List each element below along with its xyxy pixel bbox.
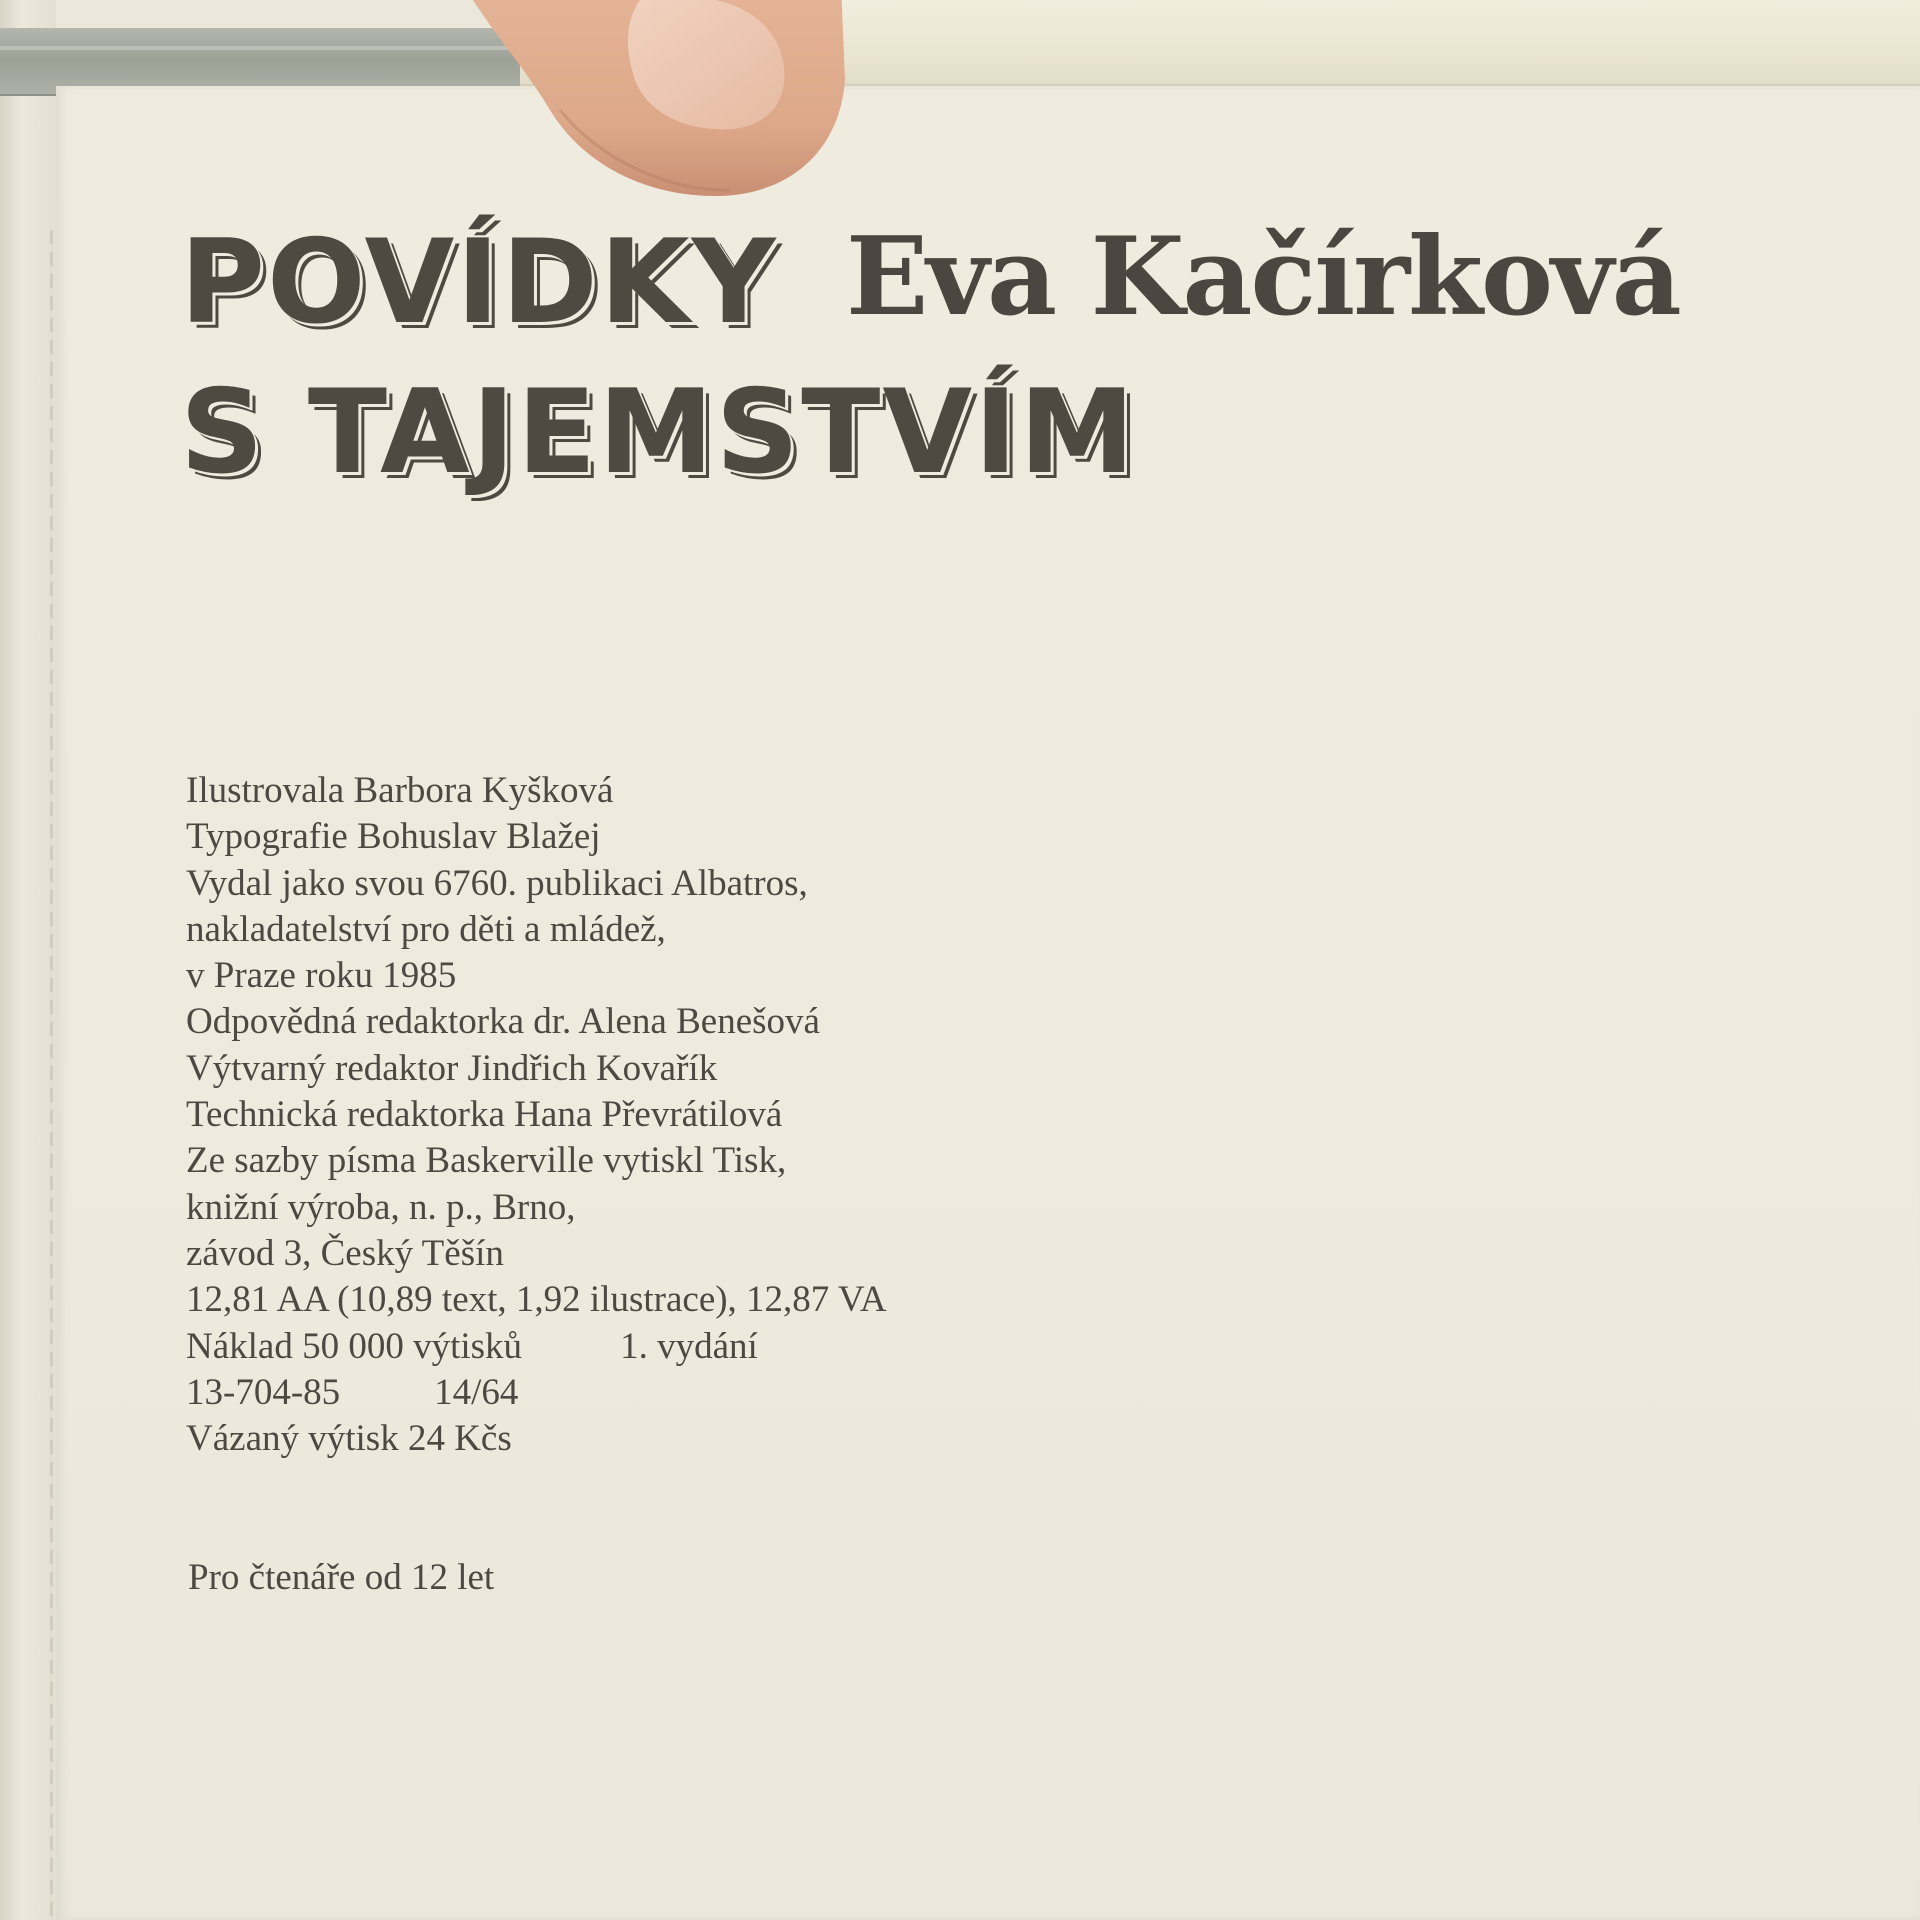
imprint-line: 12,81 AA (10,89 text, 1,92 ilustrace), 12,87 VA	[186, 1279, 887, 1321]
book-title-line-2: S TAJEMSTVÍM	[180, 365, 1137, 500]
imprint-line: Typografie Bohuslav Blažej	[186, 816, 601, 858]
code-series: 14/64	[434, 1371, 519, 1413]
imprint-line: Ilustrovala Barbora Kyšková	[186, 770, 614, 811]
imprint-line: Technická redaktorka Hana Převrátilová	[186, 1094, 783, 1136]
imprint-line: v Praze roku 1985	[186, 955, 457, 997]
publication-code: 13-704-85	[186, 1371, 341, 1413]
imprint-code-line	[186, 1370, 887, 1416]
imprint-line: závod 3, Český Těšín	[186, 1232, 504, 1274]
book-title-line-1: POVÍDKY	[180, 215, 778, 350]
edition: 1. vydání	[620, 1325, 758, 1367]
imprint-line: knižní výroba, n. p., Brno,	[186, 1186, 576, 1228]
imprint-line: Výtvarný redaktor Jindřich Kovařík	[186, 1047, 718, 1089]
imprint-line: Vydal jako svou 6760. publikaci Albatros,	[186, 862, 808, 904]
book-spine-edge	[0, 0, 56, 1920]
reader-age-note: Pro čtenáře od 12 let	[188, 1557, 495, 1598]
imprint-line: Ze sazby písma Baskerville vytiskl Tisk,	[186, 1140, 787, 1182]
imprint-block	[186, 768, 887, 1462]
imprint-print-run-line	[186, 1324, 887, 1370]
spine-stitch-line	[50, 230, 53, 1920]
thumb-illustration	[440, 0, 850, 200]
imprint-line: Odpovědná redaktorka dr. Alena Benešová	[186, 1001, 820, 1043]
price-line: Vázaný výtisk 24 Kčs	[186, 1418, 512, 1460]
imprint-line: nakladatelství pro děti a mládež,	[186, 908, 666, 950]
print-run: Náklad 50 000 výtisků	[186, 1325, 523, 1367]
book-author: Eva Kačírková	[846, 214, 1680, 340]
